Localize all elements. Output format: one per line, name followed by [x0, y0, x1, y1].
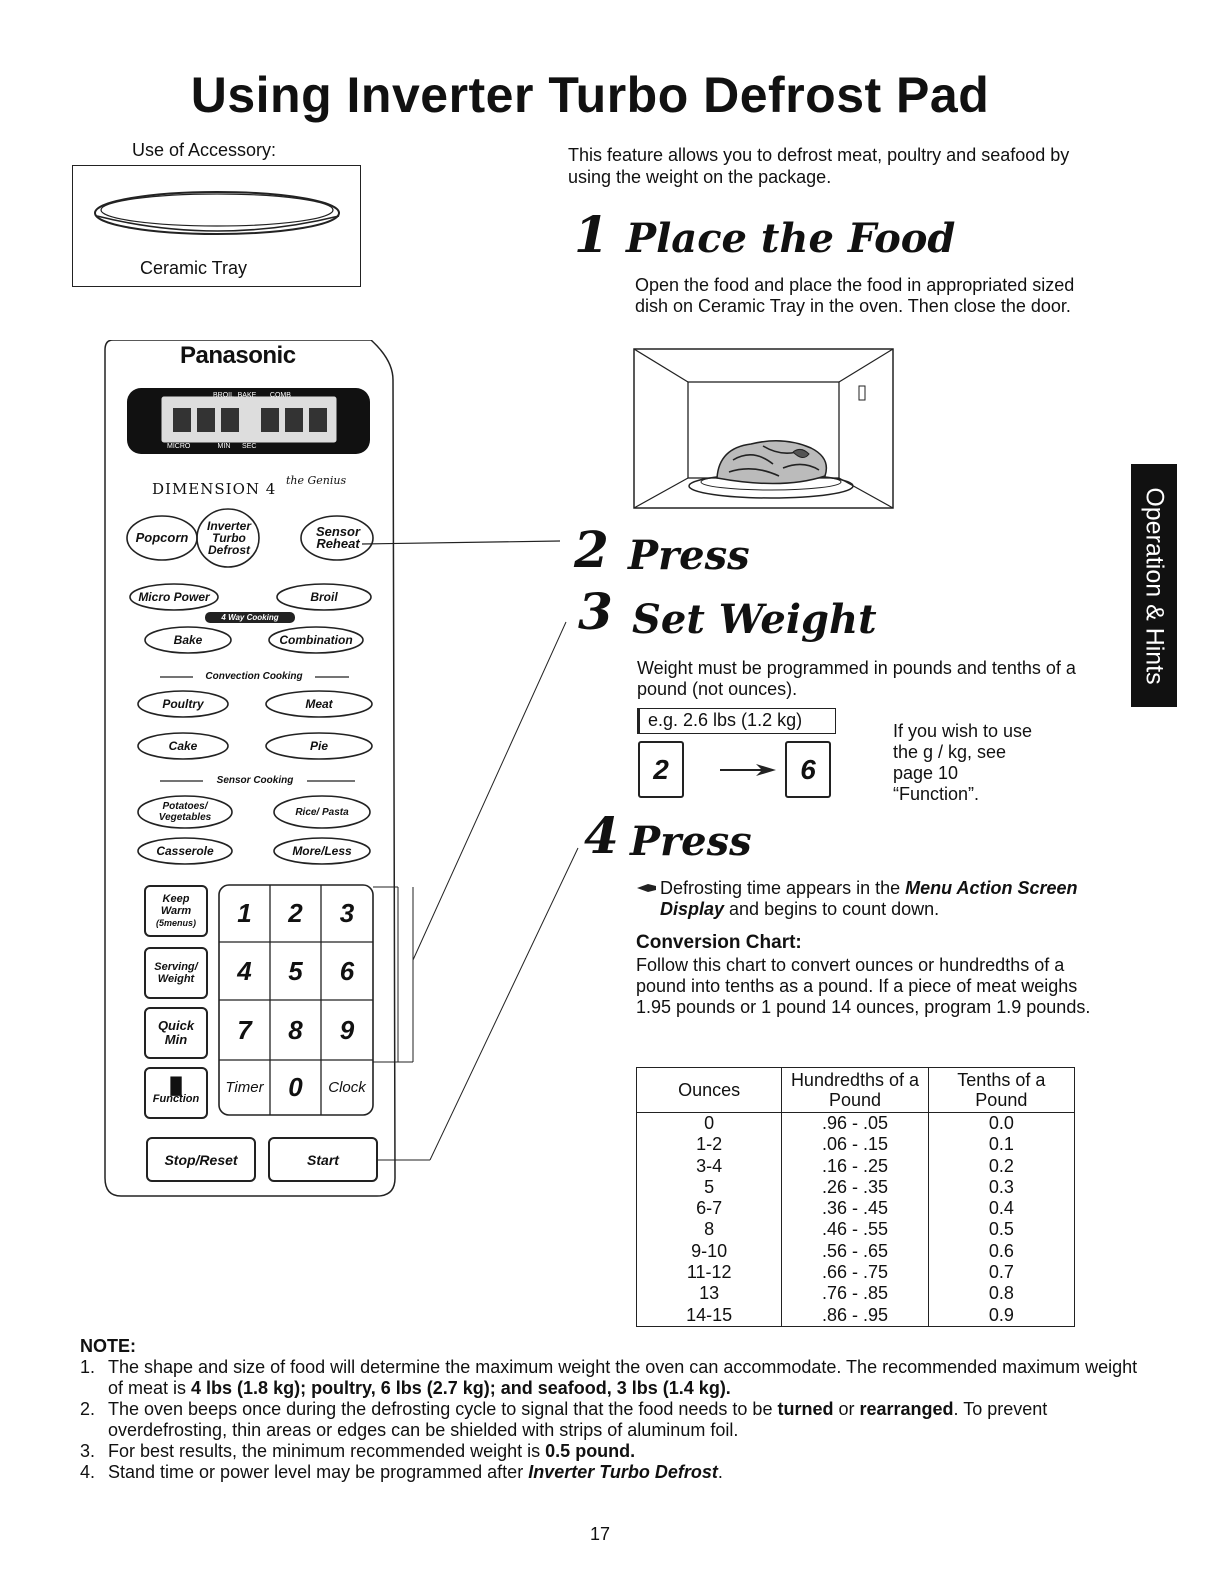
- cell-tenths: 0.4: [928, 1198, 1074, 1219]
- accessory-label: Use of Accessory:: [132, 140, 277, 160]
- stop-reset-button[interactable]: Stop/Reset: [146, 1137, 256, 1182]
- note-3-bold: 0.5 pound.: [545, 1441, 636, 1461]
- cell-hundredths: .26 - .35: [782, 1177, 928, 1198]
- keypad-9[interactable]: 9: [339, 1014, 355, 1045]
- cell-ounces: 9-10: [637, 1241, 782, 1262]
- note-1-bold: 4 lbs (1.8 kg); poultry, 6 lbs (2.7 kg); and seafood, 3 lbs (1.4 kg).: [191, 1378, 731, 1398]
- note-item: [80, 1399, 1140, 1441]
- cell-tenths: 0.3: [928, 1177, 1074, 1198]
- cell-ounces: 8: [637, 1219, 782, 1240]
- cell-hundredths: .96 - .05: [782, 1113, 928, 1135]
- step-1-title: Place the Food: [626, 215, 956, 262]
- step-1-text: Open the food and place the food in appropriated sized dish on Ceramic Tray in the oven. Then close the door.: [635, 275, 1075, 316]
- note-item: [80, 1441, 1140, 1462]
- header-ounces: Ounces: [637, 1068, 782, 1113]
- cell-tenths: 0.1: [928, 1134, 1074, 1155]
- cell-tenths: 0.0: [928, 1113, 1074, 1135]
- combination-button[interactable]: Combination: [279, 633, 353, 647]
- brand-logo: Panasonic: [180, 342, 296, 369]
- cell-tenths: 0.7: [928, 1262, 1074, 1283]
- note-item: [80, 1462, 1140, 1483]
- popcorn-button[interactable]: Popcorn: [135, 530, 189, 545]
- step-4-number: 4: [584, 806, 619, 865]
- conversion-heading: Conversion Chart:: [636, 932, 802, 953]
- note-2-bold-rearranged: rearranged: [859, 1399, 954, 1419]
- cell-ounces: 0: [637, 1113, 782, 1135]
- bake-button[interactable]: Bake: [173, 633, 203, 647]
- page-title: Using Inverter Turbo Defrost Pad: [190, 67, 990, 123]
- note-1-text: The shape and size of food will determine the maximum weight the oven can accommodate. The recommended maximum weight of meat is: [108, 1357, 1138, 1398]
- keypad-6[interactable]: 6: [339, 955, 355, 986]
- sensor-reheat-button[interactable]: Sensor Reheat: [315, 524, 361, 551]
- quick-min-button[interactable]: Quick Min: [144, 1007, 208, 1059]
- note-index: 3.: [80, 1441, 96, 1461]
- g-kg-note-line: page 10: [893, 763, 959, 783]
- cell-ounces: 5: [637, 1177, 782, 1198]
- side-tab-label: Operation & Hints: [1140, 486, 1169, 685]
- conversion-text: Follow this chart to convert ounces or hundredths of a pound into tenths as a pound. If a piece of meat weighs 1.95 pounds or 1 pound 14 ounces, program 1.9 pounds.: [636, 955, 1091, 1017]
- keypad-7[interactable]: 7: [237, 1014, 252, 1045]
- sensor-cooking-label: Sensor Cooking: [216, 775, 294, 786]
- display-bottom-labels: MICRO MIN SEC: [167, 443, 257, 450]
- note-2-text-end: . To prevent overdefrosting, thin areas or edges can be shielded with strips of aluminum foil.: [108, 1399, 1048, 1440]
- step-3-text: Weight must be programmed in pounds and tenths of a pound (not ounces).: [637, 658, 1076, 699]
- accessory-caption: Ceramic Tray: [140, 258, 248, 278]
- cake-button[interactable]: Cake: [168, 739, 198, 753]
- meat-button[interactable]: Meat: [305, 697, 333, 711]
- start-button[interactable]: Start: [268, 1137, 378, 1182]
- note-4-bold: Inverter Turbo Defrost: [528, 1462, 718, 1482]
- bullet-text: Defrosting time appears in the: [660, 878, 906, 898]
- clock-button[interactable]: Clock: [328, 1079, 366, 1096]
- convection-cooking-label: Convection Cooking: [205, 671, 303, 682]
- micro-power-button[interactable]: Micro Power: [138, 590, 210, 604]
- cell-ounces: 3-4: [637, 1156, 782, 1177]
- digit-key-6: 6: [785, 741, 831, 798]
- cell-hundredths: .36 - .45: [782, 1198, 928, 1219]
- cell-hundredths: .16 - .25: [782, 1156, 928, 1177]
- keypad-5[interactable]: 5: [288, 955, 303, 986]
- keypad-1[interactable]: 1: [237, 898, 252, 928]
- notes-section: [80, 1336, 1140, 1483]
- function-label: Function: [152, 1093, 200, 1105]
- note-4-end: .: [717, 1462, 723, 1482]
- display-top-labels: BROIL BAKE COMB: [213, 392, 291, 399]
- menu-action-screen-display: Menu Action Screen Display: [660, 878, 1078, 919]
- keypad-3[interactable]: 3: [339, 898, 355, 928]
- note-text: [108, 1399, 1140, 1441]
- rice-pasta-button[interactable]: Rice/ Pasta: [295, 806, 349, 818]
- step-1-number: 1: [574, 205, 609, 264]
- step-3-title: Set Weight: [632, 596, 877, 643]
- keypad-2[interactable]: 2: [288, 898, 303, 928]
- notes-heading: NOTE:: [80, 1336, 136, 1356]
- more-less-button[interactable]: More/Less: [292, 844, 352, 858]
- cell-hundredths: .56 - .65: [782, 1241, 928, 1262]
- serving-weight-button[interactable]: Serving/ Weight: [144, 947, 208, 999]
- note-index: 4.: [80, 1462, 96, 1482]
- g-kg-note-line: “Function”.: [893, 784, 980, 804]
- keep-warm-label: Keep Warm: [160, 893, 192, 917]
- digit-key-2: 2: [638, 741, 684, 798]
- cell-ounces: 1-2: [637, 1134, 782, 1155]
- note-2-text-or: or: [833, 1399, 860, 1419]
- step-3-number: 3: [578, 582, 613, 641]
- intro-text: This feature allows you to defrost meat, poultry and seafood by using the weight on the package.: [568, 145, 1070, 187]
- potatoes-vegetables-button[interactable]: Potatoes/ Vegetables: [158, 801, 212, 823]
- bullet-text: and begins to count down.: [724, 899, 940, 919]
- cell-hundredths: .66 - .75: [782, 1262, 928, 1283]
- page-number: 17: [589, 1524, 611, 1544]
- note-index: 1.: [80, 1357, 96, 1377]
- note-text: [108, 1357, 1140, 1399]
- four-way-cooking-label: 4 Way Cooking: [221, 612, 279, 622]
- note-4-text: Stand time or power level may be programmed after: [108, 1462, 529, 1482]
- function-icon: █: [170, 1078, 182, 1095]
- note-2-bold-turned: turned: [777, 1399, 834, 1419]
- cell-ounces: 14-15: [637, 1305, 782, 1327]
- step-4-title: Press: [630, 818, 752, 865]
- cell-hundredths: .06 - .15: [782, 1134, 928, 1155]
- note-3-text: For best results, the minimum recommended weight is: [108, 1441, 546, 1461]
- note-index: 2.: [80, 1399, 96, 1419]
- header-tenths: Tenths of a Pound: [928, 1068, 1074, 1113]
- cell-tenths: 0.2: [928, 1156, 1074, 1177]
- cell-hundredths: .86 - .95: [782, 1305, 928, 1327]
- header-hundredths: Hundredths of a Pound: [782, 1068, 928, 1113]
- note-item: [80, 1357, 1140, 1399]
- cell-hundredths: .46 - .55: [782, 1219, 928, 1240]
- cell-ounces: 6-7: [637, 1198, 782, 1219]
- timer-button[interactable]: Timer: [225, 1079, 264, 1096]
- note-2-text: The oven beeps once during the defrosting cycle to signal that the food needs to be: [108, 1399, 778, 1419]
- cell-tenths: 0.9: [928, 1305, 1074, 1327]
- cell-tenths: 0.5: [928, 1219, 1074, 1240]
- pie-button[interactable]: Pie: [309, 739, 328, 753]
- cell-tenths: 0.8: [928, 1283, 1074, 1304]
- model-tag: the Genius: [286, 474, 347, 487]
- model-name: DIMENSION 4: [152, 480, 277, 498]
- cell-ounces: 13: [637, 1283, 782, 1304]
- g-kg-note-line: the g / kg, see: [893, 742, 1007, 762]
- cell-hundredths: .76 - .85: [782, 1283, 928, 1304]
- note-text: [108, 1462, 723, 1483]
- note-text: [108, 1441, 635, 1462]
- step-2-title: Press: [628, 532, 750, 579]
- casserole-button[interactable]: Casserole: [156, 844, 214, 858]
- broil-button[interactable]: Broil: [310, 590, 338, 604]
- keypad-4[interactable]: 4: [237, 955, 252, 986]
- keep-warm-sublabel: (5menus): [155, 918, 196, 928]
- keypad-8[interactable]: 8: [288, 1014, 303, 1045]
- inverter-turbo-defrost-button[interactable]: Inverter Turbo Defrost: [206, 519, 252, 557]
- weight-example: e.g. 2.6 lbs (1.2 kg): [637, 708, 836, 734]
- g-kg-note-line: If you wish to use: [893, 721, 1033, 741]
- cell-tenths: 0.6: [928, 1241, 1074, 1262]
- step-2-number: 2: [574, 520, 609, 579]
- poultry-button[interactable]: Poultry: [162, 697, 204, 711]
- cell-ounces: 11-12: [637, 1262, 782, 1283]
- keypad-0[interactable]: 0: [288, 1072, 303, 1102]
